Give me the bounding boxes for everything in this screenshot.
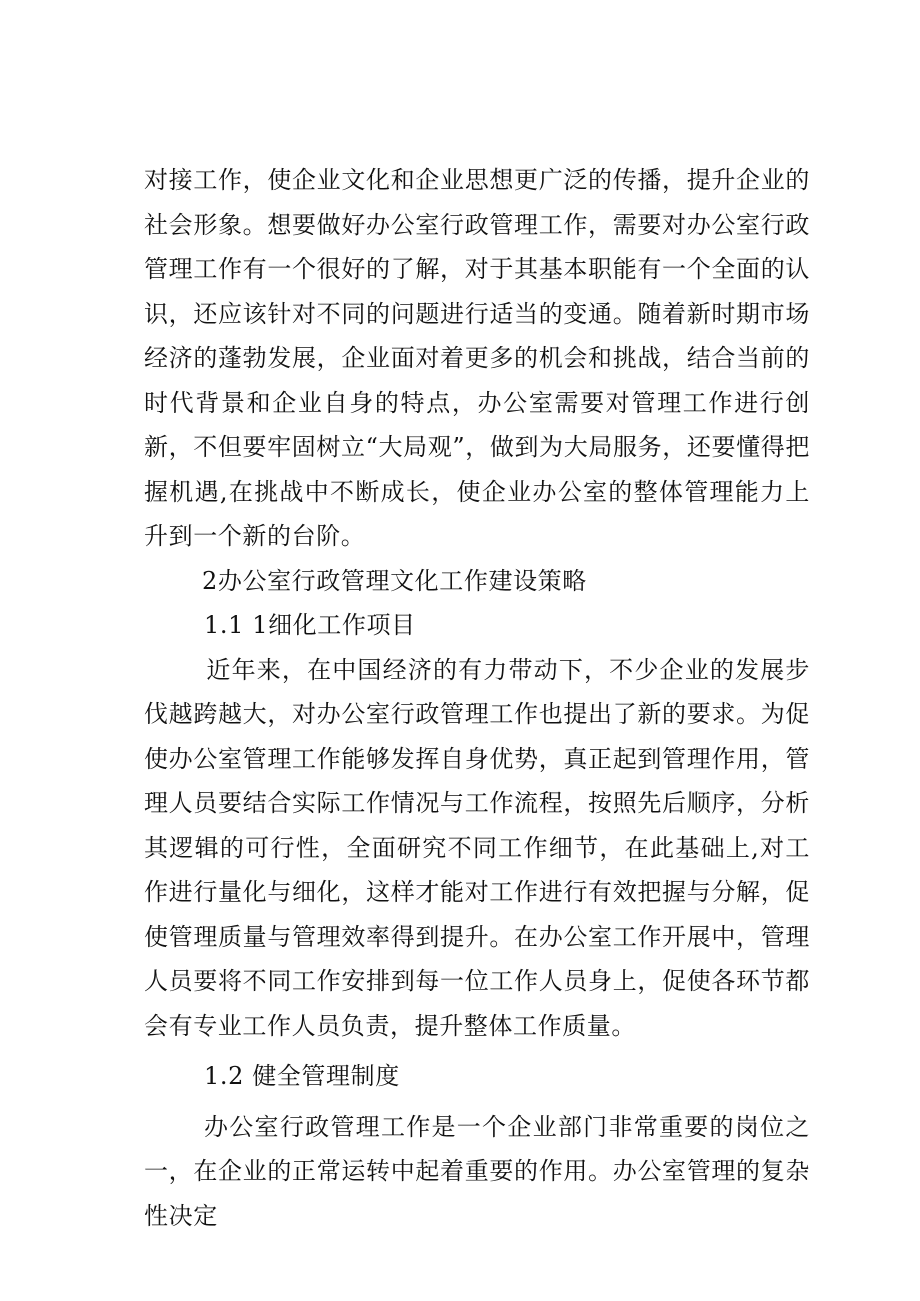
subsection-heading-1-1: 1.1 1细化工作项目 — [204, 611, 416, 639]
section-heading: 2办公室行政管理文化工作建设策略 — [202, 566, 587, 595]
paragraph-continuation: 对接工作，使企业文化和企业思想更广泛的传播，提升企业的社会形象。想要做好办公室行政管理工作，需要对办公室行政管理工作有一个很好的了解，对于其基本职能有一个全面的认识，还应该针对不同的问题进行适当的变通。随着新时期市场经济的蓬勃发展，企业面对着更多的机会和挑战，结合当前的时代背景和企业自身的特点，办公室需要对管理工作进行创新，不但要牢固树立“大局观”，做到为大局服务，还要懂得把握机遇,在挑战中不断成长，使企业办公室的整体管理能力上升到一个新的台阶。 — [144, 166, 810, 550]
subsection-heading-1-2: 1.2 健全管理制度 — [204, 1062, 400, 1090]
paragraph-detail-work: 近年来，在中国经济的有力带动下，不少企业的发展步伐越跨越大，对办公室行政管理工作也提出了新的要求。为促使办公室管理工作能够发挥自身优势，真正起到管理作用，管理人员要结合实际工作情况与工作流程，按照先后顺序，分析其逻辑的可行性，全面研究不同工作细节，在此基础上,对工作进行量化与细化，这样才能对工作进行有效把握与分解，促使管理质量与管理效率得到提升。在办公室工作开展中，管理人员要将不同工作安排到每一位工作人员身上，促使各环节都会有专业工作人员负责，提升整体工作质量。 — [144, 655, 810, 1040]
paragraph-management-system: 办公室行政管理工作是一个企业部门非常重要的岗位之一，在企业的正常运转中起着重要的作用。办公室管理的复杂性决定 — [144, 1112, 810, 1230]
document-body — [144, 158, 810, 1238]
